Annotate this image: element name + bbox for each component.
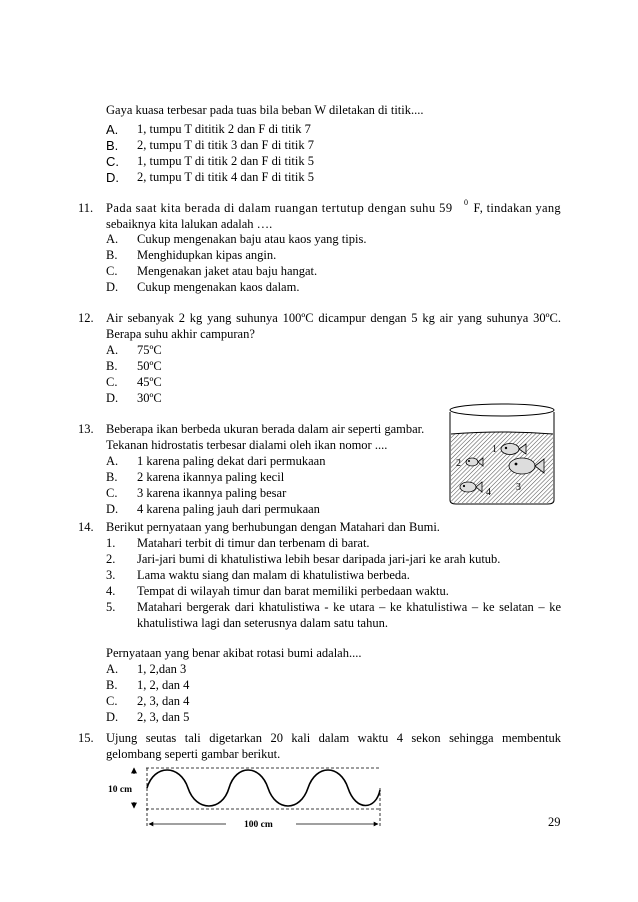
q13-option-a-letter: A.	[106, 454, 119, 468]
q10-option-a-text: 1, tumpu T dititik 2 dan F di titik 7	[137, 122, 311, 136]
q14-number: 14.	[78, 520, 94, 534]
q11-stem-b: F, tindakan yang	[473, 201, 561, 215]
q11-stem-line2: sebaiknya kita lalukan adalah ….	[106, 217, 273, 231]
q11-option-b-text: Menghidupkan kipas angin.	[137, 248, 277, 262]
q14-statement-2-num: 2.	[106, 552, 116, 566]
q14-option-c-letter: C.	[106, 694, 118, 708]
q10-option-a-letter: A.	[106, 122, 119, 137]
q13-stem-line2: Tekanan hidrostatis terbesar dialami oleh ikan nomor ....	[106, 438, 388, 452]
q14-statement-2-text: Jari-jari bumi di khatulistiwa lebih besar daripada jari-jari ke arah kutub.	[137, 552, 501, 566]
q14-statement-5-cont: khatulistiwa lagi dan seterusnya dalam satu tahun.	[137, 616, 388, 630]
q13-number: 13.	[78, 422, 94, 436]
q12-stem-line2: Berapa suhu akhir campuran?	[106, 327, 255, 341]
fish-label-3: 3	[516, 482, 521, 493]
q11-option-d-letter: D.	[106, 280, 119, 294]
beaker-rim	[450, 404, 554, 416]
q11-stem-line1	[106, 198, 561, 216]
fish-label-1: 1	[492, 444, 497, 455]
q12-option-d-text: 30ºC	[137, 391, 162, 405]
q13-option-d-text: 4 karena paling jauh dari permukaan	[137, 502, 320, 516]
length-label: 100 cm	[244, 820, 273, 830]
q11-stem-a: Pada saat kita berada di dalam ruangan tertutup dengan suhu 59	[106, 201, 453, 215]
q14-option-a-letter: A.	[106, 662, 119, 676]
q11-stem-sup: 0	[464, 198, 469, 207]
q14-stem: Berikut pernyataan yang berhubungan dengan Matahari dan Bumi.	[106, 520, 440, 534]
q12-option-c-text: 45ºC	[137, 375, 162, 389]
fish-label-2: 2	[456, 458, 461, 469]
q14-option-d-text: 2, 3, dan 5	[137, 710, 190, 724]
q10-option-b-text: 2, tumpu T di titik 3 dan F di titik 7	[137, 138, 314, 152]
wave-figure	[96, 760, 396, 832]
q10-option-b-letter: B.	[106, 138, 119, 153]
q14-statement-4-text: Tempat di wilayah timur dan barat memiliki perbedaan waktu.	[137, 584, 449, 598]
q13-option-a-text: 1 karena paling dekat dari permukaan	[137, 454, 326, 468]
q13-option-d-letter: D.	[106, 502, 119, 516]
q14-option-a-text: 1, 2,dan 3	[137, 662, 187, 676]
q11-option-c-letter: C.	[106, 264, 118, 278]
q15-stem-line2: gelombang seperti gambar berikut.	[106, 747, 281, 761]
q11-option-d-text: Cukup mengenakan kaos dalam.	[137, 280, 300, 294]
q13-option-b-text: 2 karena ikannya paling kecil	[137, 470, 285, 484]
beaker-fish-figure	[446, 400, 558, 506]
q12-option-c-letter: C.	[106, 375, 118, 389]
amplitude-label: 10 cm	[108, 785, 133, 795]
q14-statement-3-num: 3.	[106, 568, 116, 582]
q13-option-c-letter: C.	[106, 486, 118, 500]
q13-option-b-letter: B.	[106, 470, 118, 484]
q14-option-d-letter: D.	[106, 710, 119, 724]
q11-option-a-text: Cukup mengenakan baju atau kaos yang tipis.	[137, 232, 367, 246]
q14-statement-1-text: Matahari terbit di timur dan terbenam di barat.	[137, 536, 370, 550]
wave-curve	[147, 770, 380, 806]
q12-option-a-letter: A.	[106, 343, 119, 357]
q10-option-c-text: 1, tumpu T di titik 2 dan F di titik 5	[137, 154, 314, 168]
q14-question: Pernyataan yang benar akibat rotasi bumi adalah....	[106, 646, 362, 660]
q10-option-c-letter: C.	[106, 154, 119, 169]
q12-option-d-letter: D.	[106, 391, 119, 405]
q10-option-d-text: 2, tumpu T di titik 4 dan F di titik 5	[137, 170, 314, 184]
q13-option-c-text: 3 karena ikannya paling besar	[137, 486, 287, 500]
q14-statement-5-num: 5.	[106, 600, 116, 614]
q12-stem-line1: Air sebanyak 2 kg yang suhunya 100ºC dicampur dengan 5 kg air yang suhunya 30ºC.	[106, 311, 561, 325]
q10-option-d-letter: D.	[106, 170, 119, 185]
q14-statement-4-num: 4.	[106, 584, 116, 598]
q14-option-b-letter: B.	[106, 678, 118, 692]
q15-number: 15.	[78, 731, 94, 745]
q11-option-c-text: Mengenakan jaket atau baju hangat.	[137, 264, 318, 278]
q12-option-a-text: 75ºC	[137, 343, 162, 357]
q13-stem-line1: Beberapa ikan berbeda ukuran berada dalam air seperti gambar.	[106, 422, 425, 436]
q14-option-b-text: 1, 2, dan 4	[137, 678, 190, 692]
fish-label-4: 4	[486, 487, 491, 498]
q11-option-b-letter: B.	[106, 248, 118, 262]
page-number: 29	[548, 815, 561, 829]
q14-statement-1-num: 1.	[106, 536, 116, 550]
q10-stem: Gaya kuasa terbesar pada tuas bila beban W diletakan di titik....	[106, 103, 424, 117]
q12-option-b-text: 50ºC	[137, 359, 162, 373]
q14-option-c-text: 2, 3, dan 4	[137, 694, 190, 708]
q12-number: 12.	[78, 311, 94, 325]
q14-statement-5-text: Matahari bergerak dari khatulistiwa - ke utara – ke khatulistiwa – ke selatan – ke	[137, 600, 561, 614]
q14-statement-3-text: Lama waktu siang dan malam di khatulistiwa berbeda.	[137, 568, 410, 582]
q12-option-b-letter: B.	[106, 359, 118, 373]
q11-number: 11.	[78, 201, 94, 215]
q11-option-a-letter: A.	[106, 232, 119, 246]
q15-stem-line1: Ujung seutas tali digetarkan 20 kali dalam waktu 4 sekon sehingga membentuk	[106, 731, 561, 745]
